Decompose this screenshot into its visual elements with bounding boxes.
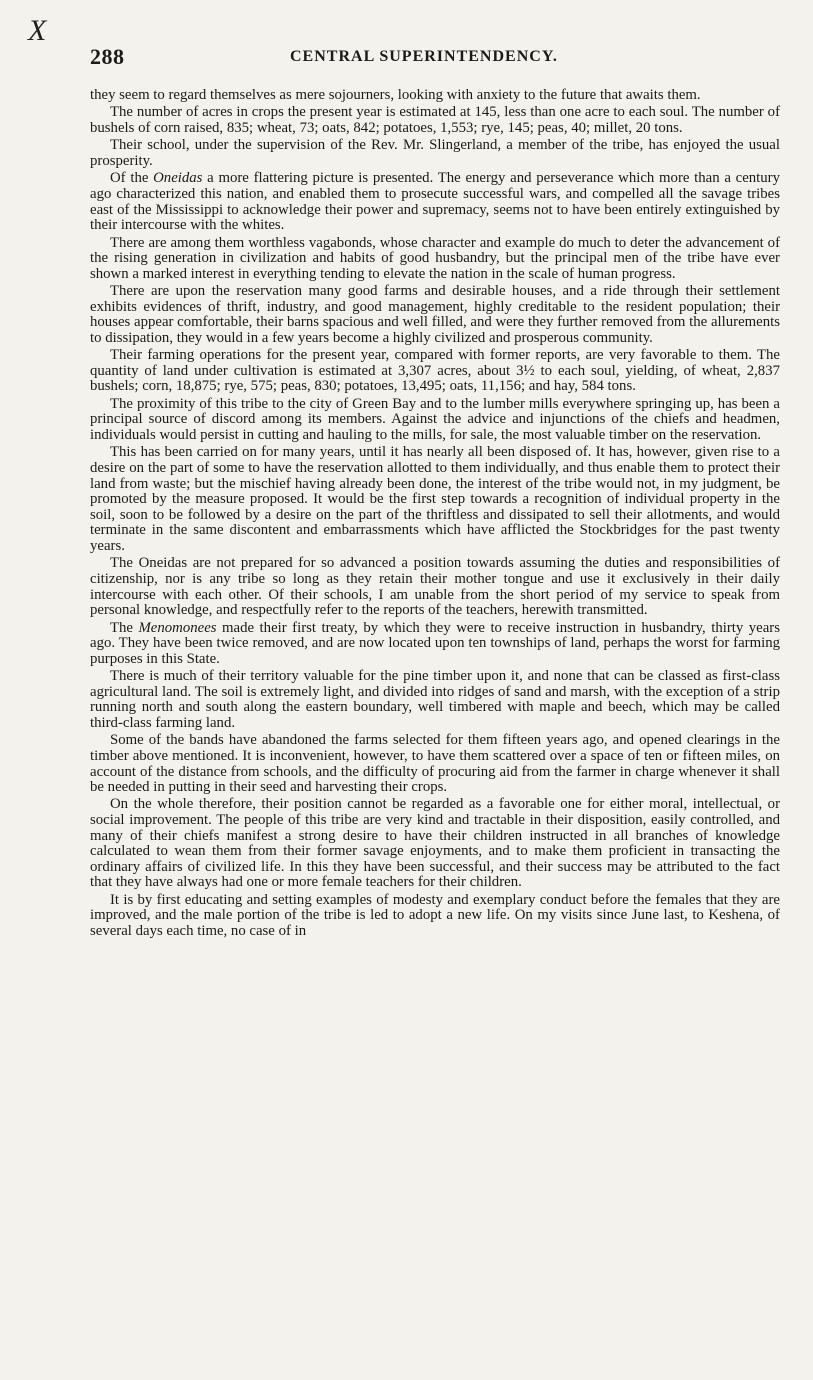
tribe-name-italic: Menomonees [138,619,217,636]
paragraph: On the whole therefore, their position cannot be regarded as a favorable one for either moral, intellectual, or social improvement. The people of this tribe are very kind and tractable in their disposition, easily controlled, and many of their chiefs manifest a strong desire to have their children instructed in all branches of knowledge calculated to wean them from their former savage enjoyments, and to make them proficient in transacting the ordinary affairs of civilized life. In this they have been successful, and their success may be attributed to the fact that they have always had one or more female teachers for their children. [90,796,780,891]
paragraph-text: Of the [110,170,154,187]
paragraph: It is by first educating and setting examples of modesty and exemplary conduct before the females that they are improved, and the male portion of the tribe is led to adopt a new life. On my visits since June last, to Keshena, of several days each time, no case of in [90,891,780,940]
paragraph: The number of acres in crops the present year is estimated at 145, less than one acre to each soul. The number of bushels of corn raised, 835; wheat, 73; oats, 842; potatoes, 1,553; rye, 145; peas, 40; millet, 20 tons. [90,104,780,136]
paragraph: Their farming operations for the present year, compared with former reports, are very favorable to them. The quantity of land under cultivation is estimated at 3,307 acres, about 3½ to each soul, yielding, of wheat, 2,837 bushels; corn, 18,875; rye, 575; peas, 830; potatoes, 13,495; oats, 11,156; and hay, 584 tons. [90,347,780,395]
paragraph: There are among them worthless vagabonds, whose character and example do much to deter the advancement of the rising generation in civilization and habits of good husbandry, but the principal men of the tribe have ever shown a marked interest in everything tending to elevate the nation in the scale of human progress. [90,234,780,282]
paragraph: This has been carried on for many years, until it has nearly all been disposed of. It has, however, given rise to a desire on the part of some to have the reservation allotted to them individually, and thus enable them to protect their land from waste; but the mischief having already been done, the interest of the tribe would not, in my judgment, be promoted by the measure proposed. It would be the first step towards a recognition of individual property in the soil, soon to be followed by a desire on the part of the thriftless and dissipated to sell their allotments, and would terminate in the same discontent and embarrassments which have afflicted the Stockbridges for the past twenty years. [90,444,780,554]
paragraph: they seem to regard themselves as mere sojourners, looking with anxiety to the future that awaits them. [90,87,701,103]
paragraph-text: a more flattering picture is presented. The energy and perseverance which more than a century ago characterized this nation, and enabled them to prosecute successful wars, and compelled all the savage tribes east of the Mississippi to acknowledge their power and supremacy, seems not to have been entirely extinguished by their intercourse with the whites. [90,170,780,234]
paragraph [90,171,780,233]
paragraph-text: made their first treaty, by which they were to receive instruction in husbandry, thirty years ago. They have been twice removed, and are now located upon ten townships of land, perhaps the worst for farming purposes in this State. [90,619,780,667]
margin-check-mark: X [28,14,47,47]
paragraph: Their school, under the supervision of the Rev. Mr. Slingerland, a member of the tribe, has enjoyed the usual prosperity. [90,137,780,169]
paragraph [90,621,780,668]
paragraph: The Oneidas are not prepared for so advanced a position towards assuming the duties and responsibilities of citizenship, nor is any tribe so long as they retain their mother tongue and use it exclusively in their daily intercourse with each other. Of their schools, I am unable from the short period of my service to speak from personal knowledge, and respectfully refer to the reports of the teachers, herewith transmitted. [90,555,780,619]
paragraph: There is much of their territory valuable for the pine timber upon it, and none that can be classed as first-class agricultural land. The soil is extremely light, and divided into ridges of sand and marsh, with the exception of a strip running north and south along the eastern boundary, well timbered with maple and beech, which may be called third-class farming land. [90,668,780,731]
body-text [90,88,780,941]
paragraph: There are upon the reservation many good farms and desirable houses, and a ride through their settlement exhibits evidences of thrift, industry, and good management, highly creditable to the resident population; their houses appear comfortable, their barns spacious and well filled, and were they further removed from the allurements to dissipation, they would in a few years become a highly civilized and prosperous community. [90,283,780,346]
page-number: 288 [90,44,125,69]
paragraph-text: The [110,619,139,636]
running-title: CENTRAL SUPERINTENDENCY. [290,48,558,65]
paragraph: Some of the bands have abandoned the farms selected for them fifteen years ago, and opened clearings in the timber above mentioned. It is inconvenient, however, to have them scattered over a space of ten or fifteen miles, on account of the distance from schools, and the difficulty of procuring aid from the farmer in charge whenever it shall be needed in putting in their seed and harvesting their crops. [90,732,780,796]
tribe-name-italic: Oneidas [153,170,203,187]
page-header [90,44,780,70]
paragraph: The proximity of this tribe to the city of Green Bay and to the lumber mills everywhere springing up, has been a principal source of discord among its members. Against the advice and injunctions of the chiefs and headmen, individuals would persist in cutting and hauling to the mills, for sale, the most valuable timber on the reservation. [90,395,780,444]
